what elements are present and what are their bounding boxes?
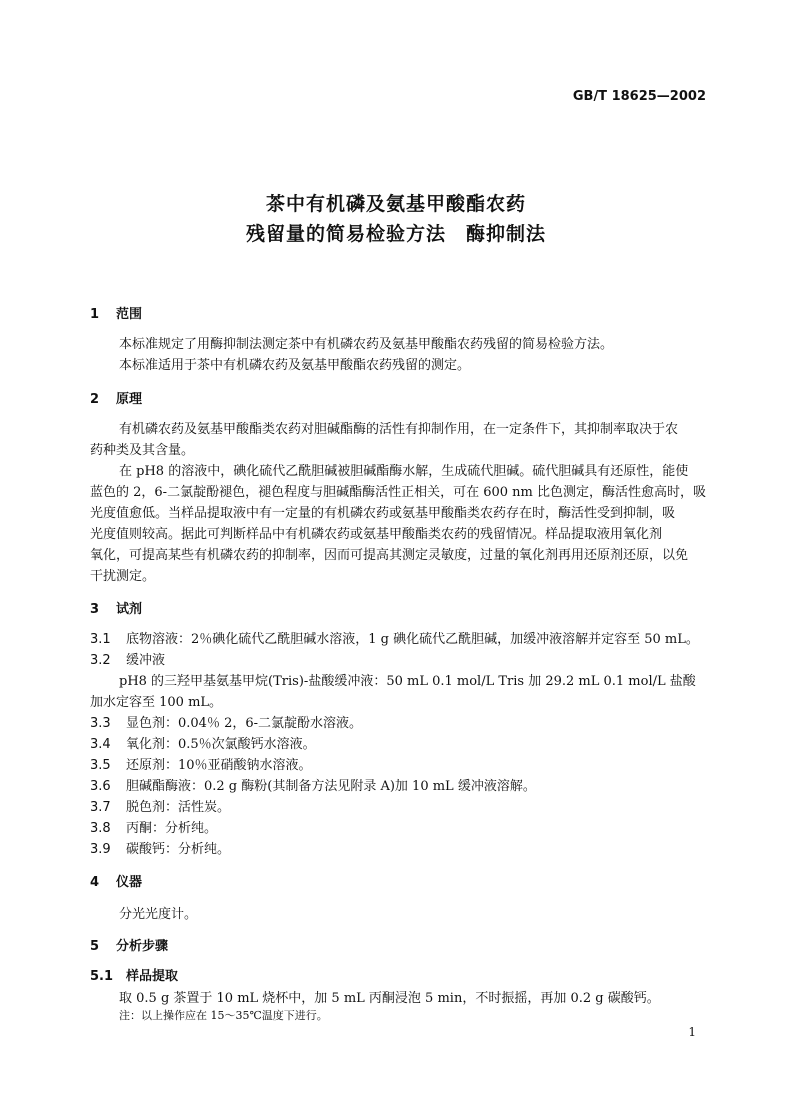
section-2-number: 2 xyxy=(90,392,100,407)
section-1-number: 1 xyxy=(90,307,100,322)
section-2-p2-line-3: 光度值愈低。当样品提取液中有一定量的有机磷农药或氨基甲酸酯类农药存在时，酶活性受到抑制，吸 xyxy=(90,506,676,521)
section-2-p2-line-2: 蓝色的 2，6-二氯靛酚褪色，褪色程度与胆碱酯酶活性正相关，可在 600 nm 比色测定，酶活性愈高时，吸 xyxy=(90,485,706,500)
section-4-heading xyxy=(90,871,142,890)
section-2-p2-line-6: 干扰测定。 xyxy=(90,569,156,584)
section-2-p2-line-4: 光度值则较高。据此可判断样品中有机磷农药或氨基甲酸酯类农药的残留情况。样品提取液用氧化剂 xyxy=(90,527,663,542)
section-2-p1-line-2: 药种类及其含量。 xyxy=(90,443,195,458)
section-4-number: 4 xyxy=(90,875,100,890)
section-1-heading xyxy=(90,303,142,322)
section-3-title: 试剂 xyxy=(116,602,143,617)
section-5-title: 分析步骤 xyxy=(116,939,169,954)
section-4-paragraph: 分光光度计。 xyxy=(119,907,198,922)
subsection-5-1-heading xyxy=(90,965,178,984)
section-2-p2-line-1: 在 pH8 的溶液中，碘化硫代乙酰胆碱被胆碱酯酶水解，生成硫代胆碱。硫代胆碱具有还原性，能使 xyxy=(119,464,689,479)
section-2-p1-line-1: 有机磷农药及氨基甲酸酯类农药对胆碱酯酶的活性有抑制作用，在一定条件下，其抑制率取决于农 xyxy=(119,422,679,437)
section-5-1-paragraph: 取 0.5 g 茶置于 10 mL 烧杯中，加 5 mL 丙酮浸泡 5 min，不时振摇，再加 0.2 g 碳酸钙。 xyxy=(119,991,660,1006)
section-5-heading xyxy=(90,935,168,954)
reagent-item-3-7: 3.7 脱色剂：活性炭。 xyxy=(90,800,231,815)
section-2-title: 原理 xyxy=(116,392,143,407)
subsection-5-1-number: 5.1 xyxy=(90,969,114,984)
section-3-number: 3 xyxy=(90,602,100,617)
reagent-item-3-2: 3.2 缓冲液 xyxy=(90,653,166,668)
reagent-3-2-line-2: 加水定容至 100 mL。 xyxy=(90,695,223,710)
reagent-item-3-4: 3.4 氧化剂：0.5％次氯酸钙水溶液。 xyxy=(90,737,316,752)
reagent-item-3-6: 3.6 胆碱酯酶液：0.2 g 酶粉(其制备方法见附录 A)加 10 mL 缓冲液溶解。 xyxy=(90,779,536,794)
section-1-paragraph-2: 本标准适用于茶中有机磷农药及氨基甲酸酯农药残留的测定。 xyxy=(119,358,471,373)
reagent-item-3-9: 3.9 碳酸钙：分析纯。 xyxy=(90,842,231,857)
section-2-heading xyxy=(90,388,142,407)
section-1-paragraph-1: 本标准规定了用酶抑制法测定茶中有机磷农药及氨基甲酸酯农药残留的简易检验方法。 xyxy=(119,337,614,352)
section-2-p2-line-5: 氧化，可提高某些有机磷农药的抑制率，因而可提高其测定灵敏度，过量的氧化剂再用还原剂还原，以免 xyxy=(90,548,689,563)
section-1-title: 范围 xyxy=(116,307,143,322)
document-title-line-2: 残留量的简易检验方法 酶抑制法 xyxy=(245,223,546,245)
reagent-3-2-line-1: pH8 的三羟甲基氨基甲烷(Tris)-盐酸缓冲液：50 mL 0.1 mol/L Tris 加 29.2 mL 0.1 mol/L 盐酸 xyxy=(119,674,696,689)
section-5-number: 5 xyxy=(90,939,100,954)
reagent-item-3-1: 3.1 底物溶液：2％碘化硫代乙酰胆碱水溶液，1 g 碘化硫代乙酰胆碱，加缓冲液溶解并定容至 50 mL。 xyxy=(90,632,699,647)
document-title-line-1: 茶中有机磷及氨基甲酸酯农药 xyxy=(265,193,526,215)
subsection-5-1-title: 样品提取 xyxy=(126,969,179,984)
section-4-title: 仪器 xyxy=(116,875,143,890)
section-5-1-note: 注：以上操作应在 15～35℃温度下进行。 xyxy=(119,1009,328,1022)
section-3-heading xyxy=(90,598,142,617)
page-number: 1 xyxy=(688,1025,696,1039)
standard-number: GB/T 18625—2002 xyxy=(572,89,706,104)
reagent-item-3-5: 3.5 还原剂：10％亚硝酸钠水溶液。 xyxy=(90,758,312,773)
reagent-item-3-3: 3.3 显色剂：0.04％ 2，6-二氯靛酚水溶液。 xyxy=(90,716,363,731)
reagent-item-3-8: 3.8 丙酮：分析纯。 xyxy=(90,821,218,836)
